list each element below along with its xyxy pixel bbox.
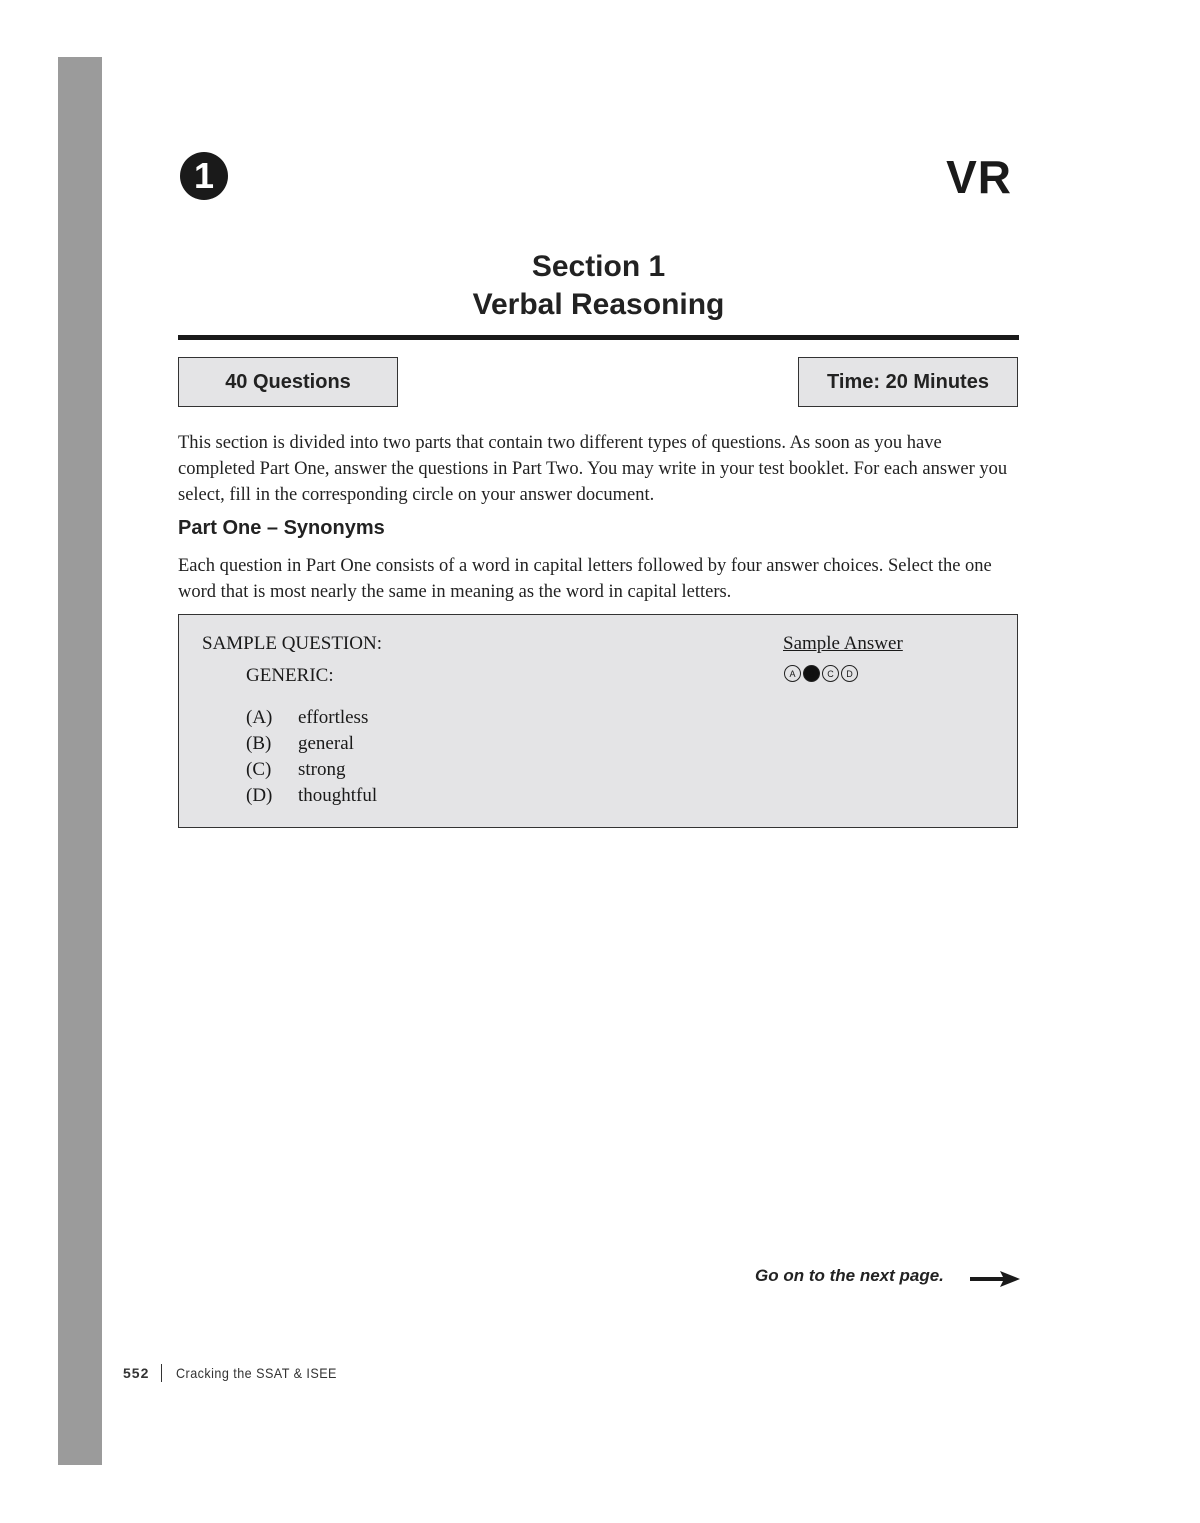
sample-question-word: GENERIC: [246, 665, 334, 686]
answer-choice [246, 757, 377, 783]
answer-choice [246, 705, 377, 731]
answer-bubble-b: B [803, 665, 820, 682]
sample-question-label: SAMPLE QUESTION: [202, 633, 382, 654]
choice-text: general [298, 733, 354, 754]
part-one-directions: Each question in Part One consists of a word in capital letters followed by four answer choices. Select the one word that is most nearly the same in meaning as the word in capital letters. [178, 556, 992, 602]
heading-rule [178, 335, 1019, 340]
page-footer [123, 1364, 355, 1382]
intro-paragraph: This section is divided into two parts that contain two different types of questions. As soon as you have completed Part One, answer the questions in Part Two. You may write in your test booklet. For each answer you select, fill in the corresponding circle on your answer document. [178, 433, 1008, 505]
section-subtitle: Verbal Reasoning [472, 288, 725, 321]
question-count-box [178, 357, 398, 407]
book-title: Cracking the SSAT & ISEE [176, 1365, 338, 1381]
answer-choices [246, 705, 377, 809]
answer-choice [246, 783, 377, 809]
answer-bubble-c: C [822, 665, 839, 682]
section-title: Section 1 [531, 250, 666, 283]
section-code: VR [946, 151, 1012, 203]
go-on-text: Go on to the next page. [755, 1266, 944, 1285]
time-limit-box [798, 357, 1018, 407]
choice-letter: (A) [246, 707, 273, 728]
page-number: 552 [123, 1365, 150, 1381]
sample-answer-label: Sample Answer [783, 633, 903, 654]
choice-text: thoughtful [298, 785, 378, 806]
time-limit: Time: 20 Minutes [827, 370, 989, 393]
answer-choice [246, 731, 377, 757]
footer-divider [161, 1364, 162, 1382]
arrow-right-icon [970, 1270, 1020, 1288]
part-one-heading: Part One – Synonyms [178, 517, 385, 539]
answer-bubble-a: A [784, 665, 801, 682]
choice-text: strong [298, 759, 346, 780]
choice-letter: (D) [246, 785, 273, 806]
sample-answer-bubbles [784, 665, 858, 682]
side-tab-bar [58, 57, 102, 1465]
section-title-block [178, 248, 1019, 324]
section-number-badge [180, 152, 228, 200]
section-number: 1 [193, 155, 215, 196]
choice-letter: (C) [246, 759, 272, 780]
choice-letter: (B) [246, 733, 272, 754]
choice-text: effortless [298, 707, 369, 728]
sample-question-box [178, 614, 1018, 828]
question-count: 40 Questions [225, 370, 351, 393]
answer-bubble-d: D [841, 665, 858, 682]
